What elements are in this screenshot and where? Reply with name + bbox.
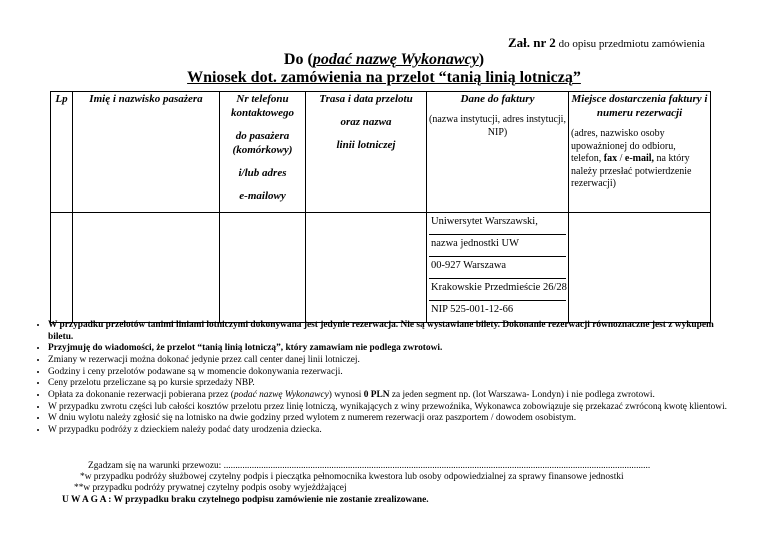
table-row [51,213,711,323]
invoice-institution: Uniwersytet Warszawski, [429,213,566,235]
header-contact-phone: Nr telefonu kontaktowego do pasażera (komórkowy) i/lub adres e-mailowy [220,92,306,213]
cell-delivery-place[interactable] [569,213,711,323]
note-hours-prices: • Godziny i ceny przelotów podawane są w momencie dokonywania rezerwacji. [48,367,738,379]
note-reservation-only: • W przypadku przelotów tanimi liniami lotniczymi dokonywana jest jedynie rezerwacja. Nie są wystawiane bilety. Dokonanie rezerwacji równoznaczne jest z wykupem biletu. [48,320,738,343]
cell-route-date[interactable] [306,213,427,323]
warning-text: U W A G A : W przypadku braku czytelnego podpisu zamówienie nie zostanie zrealizowane. [62,495,429,505]
note-child-travel: • W przypadku podróży z dzieckiem należy podać daty urodzenia dziecka. [48,425,738,437]
header-passenger-name: Imię i nazwisko pasażera [73,92,220,213]
annex-reference [508,35,705,51]
note-reservation-fee: • Opłata za dokonanie rezerwacji pobierana przez (podać nazwę Wykonawcy) wynosi 0 PLN za jeden segment np. (lot Warszawa- Londyn) i nie podlega zwrotowi. [48,390,738,402]
annex-suffix: do opisu przedmiotu zamówienia [555,38,705,50]
addressee-line [0,51,768,69]
invoice-unit: nazwa jednostki UW [429,235,566,257]
table-header-row [51,92,711,213]
order-table [50,91,711,323]
cell-contact-phone[interactable] [220,213,306,323]
annex-label: Zał. nr 2 [508,35,556,50]
invoice-subtitle: (nazwa instytucji, adres instytucji, NIP) [429,114,566,138]
footnote-business-trip: *w przypadku podróży służbowej czytelny podpis i pieczątka pełnomocnika kwestora lub osoby odpowiedzialnej za sprawy finansowe jednostki [80,472,624,482]
addressee-suffix: ) [478,51,485,68]
header-invoice-data: Dane do faktury (nazwa instytucji, adres instytucji, NIP) [427,92,569,213]
note-exchange-rate: • Ceny przelotu przeliczane są po kursie sprzedaży NBP. [48,378,738,390]
notes-list [34,320,738,437]
footnote-private-trip: **w przypadku podróży prywatnej czytelny podpis osoby wyjeżdżającej [74,483,347,493]
document-title: Wniosek dot. zamówienia na przelot “tanią linią lotniczą” [187,69,581,86]
delivery-subtitle: (adres, nazwisko osoby upoważnionej do odbioru, telefon, fax / e-mail, na który należy przesłać potwierdzenie rezerwacji) [571,128,692,190]
header-delivery-place: Miejsce dostarczenia faktury i numeru rezerwacji (adres, nazwisko osoby upoważnionej do odbioru, telefon, fax / e-mail, na który należy przesłać potwierdzenie rezerwacji) [569,92,711,213]
cell-invoice-data [427,213,569,323]
invoice-nip: NIP 525-001-12-66 [431,304,514,316]
note-refund: • W przypadku zwrotu części lub całości kosztów przelotu przez linię lotniczą, wynikających z winy przewoźnika, Wykonawca zobowiązuje się przekazać zwróconą kwotę klientowi. [48,402,738,414]
addressee-prefix: Do ( [283,51,313,68]
note-non-refundable: • Przyjmuję do wiadomości, że przelot “tanią linią lotniczą”, który zamawiam nie podlega zwrotowi. [48,343,738,355]
invoice-street: Krakowskie Przedmieście 26/28 [429,279,566,301]
signature-line[interactable]: Zgadzam się na warunki przewozu: ...................................................................................................................................................................................... [88,461,651,471]
cell-passenger-name[interactable] [73,213,220,323]
note-changes: • Zmiany w rezerwacji można dokonać jedynie przez call center danej linii lotniczej. [48,355,738,367]
cell-lp[interactable] [51,213,73,323]
note-airport-arrival: • W dniu wylotu należy zgłosić się na lotnisko na dwie godziny przed wylotem z numerem rezerwacji oraz paszportem / dowodem osobistym. [48,413,738,425]
contractor-placeholder: podać nazwę Wykonawcy [312,51,479,68]
header-route-date: Trasa i data przelotu oraz nazwa linii lotniczej [306,92,427,213]
invoice-postcode-city: 00-927 Warszawa [429,257,566,279]
header-lp: Lp [51,92,73,213]
